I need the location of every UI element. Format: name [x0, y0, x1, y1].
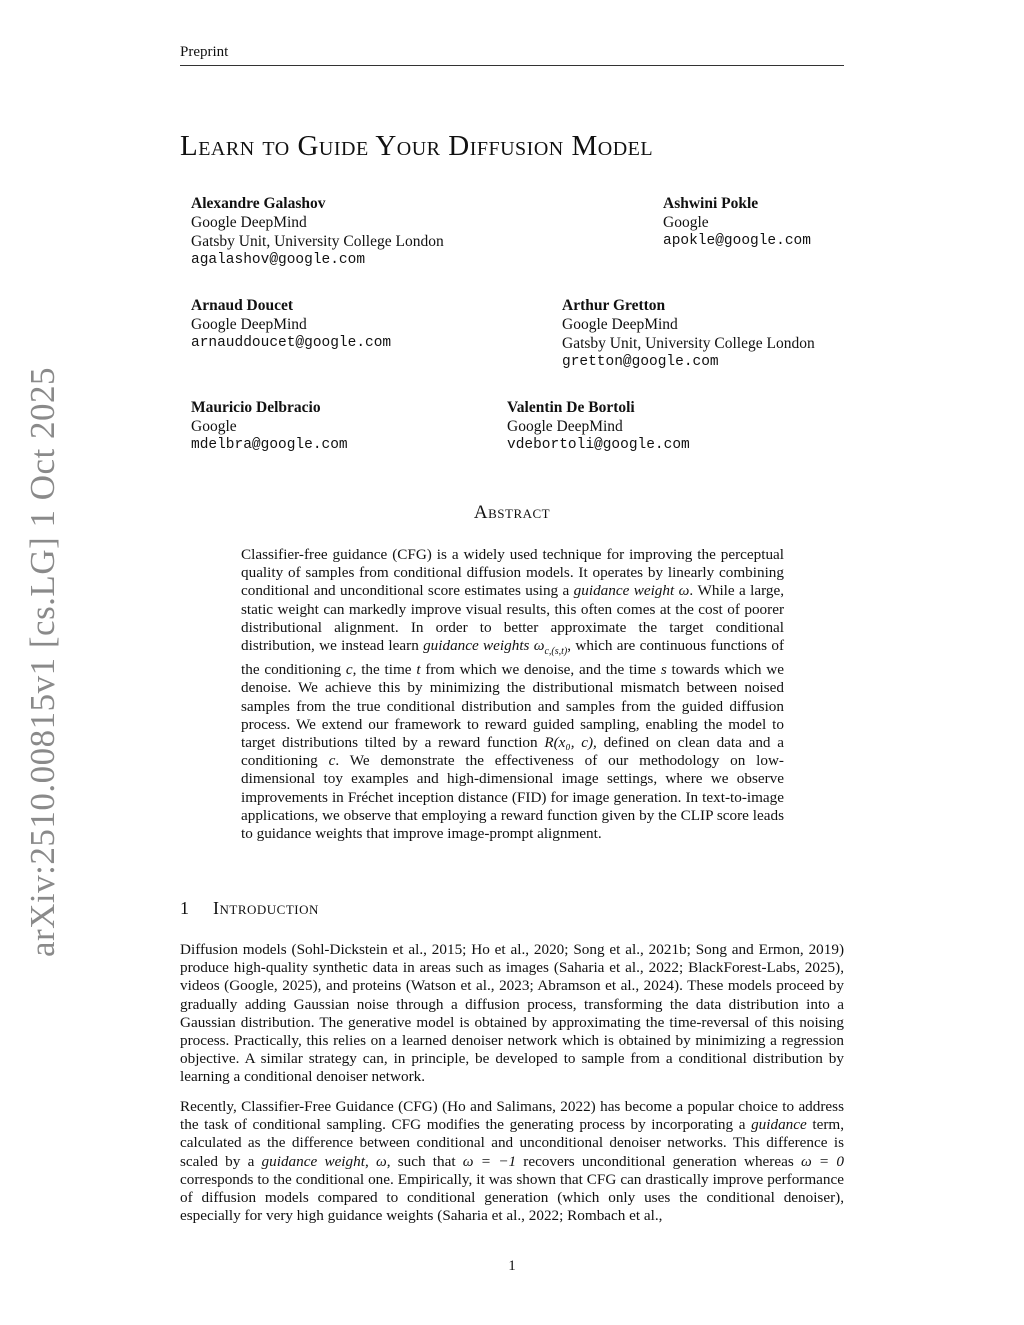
author-email[interactable]: agalashov@google.com [191, 252, 366, 268]
author-block [507, 398, 690, 455]
author-email[interactable]: gretton@google.com [562, 354, 719, 370]
section-heading [180, 898, 319, 919]
author-email[interactable]: apokle@google.com [663, 233, 811, 249]
author-email[interactable]: arnauddoucet@google.com [191, 335, 392, 351]
author-affiliation: Google DeepMind [191, 214, 307, 231]
arxiv-identifier: arXiv:2510.00815v1 [cs.LG] 1 Oct 2025 [23, 366, 62, 958]
author-name: Valentin De Bortoli [507, 399, 635, 416]
running-head: Preprint [180, 44, 229, 60]
author-block [562, 296, 815, 372]
abstract-body: Classifier-free guidance (CFG) is a widely used technique for improving the perceptual quality of samples from conditional diffusion models. It operates by linearly combining conditional and unconditional score estimates using a guidance weight ω. While a large, static weight can markedly improve visual results, this often comes at the cost of poorer distributional alignment. In order to better approximate the target conditional distribution, we instead learn guidance weights $\omega_{c,(s,t)}$, which are continuous functions of the conditioning c, the time t from which we denoise, and the time s towards which we denoise. We achieve this by minimizing the distributional mismatch between noised samples from the true conditional distribution and samples from the guided diffusion process. We extend our framework to reward guided sampling, enabling the model to target distributions tilted by a reward function R(x₀, c), defined on clean data and a conditioning c. We demonstrate the effectiveness of our methodology on low-dimensional toy examples and high-dimensional image settings, where we observe improvements in Fréchet inception distance (FID) for image generation. In text-to-image applications, we observe that employing a reward function given by the CLIP score leads to guidance weights that improve image-prompt alignment. [241, 546, 785, 843]
section-number: 1 [180, 898, 189, 918]
paper-title: Learn to Guide Your Diffusion Model [180, 130, 654, 162]
author-affiliation: Google DeepMind [562, 316, 678, 333]
section-title: Introduction [213, 898, 319, 918]
author-block [191, 194, 444, 270]
author-affiliation: Google [191, 418, 237, 435]
author-name: Mauricio Delbracio [191, 399, 321, 416]
header-rule [180, 65, 844, 66]
intro-paragraph-1: Diffusion models (Sohl-Dickstein et al., 2015; Ho et al., 2020; Song et al., 2021b; Song and Ermon, 2019) produce high-quality synthetic data in areas such as images (Saharia et al., 2022; BlackForest-Labs, 2025), videos (Google, 2025), and proteins (Watson et al., 2023; Abramson et al., 2024). These models proceed by gradually adding Gaussian noise through a diffusion process, transforming the data distribution into a Gaussian distribution. The generative model is obtained by approximating the time-reversal of this noising process. Practically, this relies on a learned denoiser network which is obtained by minimizing a regression objective. A similar strategy can, in principle, be developed to sample from a conditional distribution by learning a conditional denoiser network. [180, 941, 844, 1086]
author-name: Alexandre Galashov [191, 195, 326, 212]
author-name: Ashwini Pokle [663, 195, 759, 212]
author-block [663, 194, 811, 251]
author-affiliation: Google [663, 214, 709, 231]
author-affiliation: Google DeepMind [191, 316, 307, 333]
author-affiliation: Gatsby Unit, University College London [562, 335, 815, 352]
intro-paragraph-2: Recently, Classifier-Free Guidance (CFG) (Ho and Salimans, 2022) has become a popular choice to address the task of conditional sampling. CFG modifies the generating process by incorporating a guidance term, calculated as the difference between conditional and unconditional denoiser networks. This difference is scaled by a guidance weight, ω, such that ω = −1 recovers unconditional generation whereas ω = 0 corresponds to the conditional one. Empirically, it was shown that CFG can drastically improve performance of diffusion models compared to conditional generation (which only uses the conditional denoiser), especially for very high guidance weights (Saharia et al., 2022; Rombach et al., [180, 1098, 844, 1225]
author-block [191, 398, 348, 455]
author-name: Arnaud Doucet [191, 297, 294, 314]
author-block [191, 296, 391, 353]
page-number: 1 [508, 1258, 516, 1274]
author-affiliation: Gatsby Unit, University College London [191, 233, 444, 250]
author-email[interactable]: vdebortoli@google.com [507, 437, 690, 453]
author-email[interactable]: mdelbra@google.com [191, 437, 348, 453]
abstract-heading: Abstract [473, 502, 551, 523]
author-name: Arthur Gretton [562, 297, 666, 314]
author-affiliation: Google DeepMind [507, 418, 623, 435]
